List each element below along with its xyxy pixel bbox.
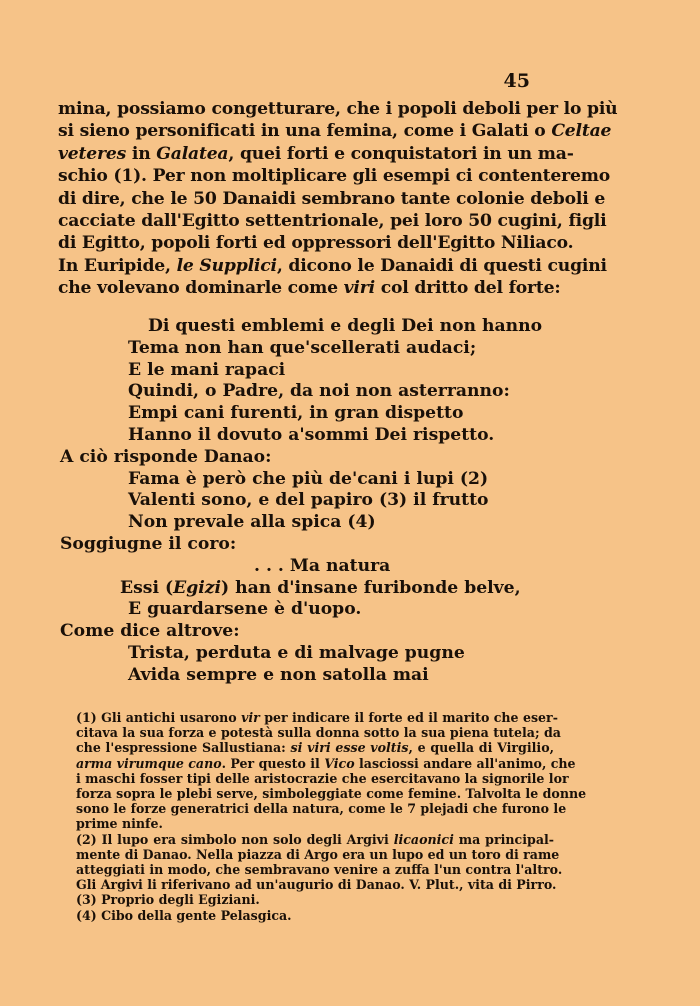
fn1-l3-a: che l'espressione Sallustiana:	[76, 740, 291, 756]
verse-line-7: Fama è però che più de'cani i lupi (2)	[128, 468, 489, 489]
verse-line-11	[58, 578, 558, 600]
verse-line-8: Valenti sono, e del papiro (3) il frutto	[128, 490, 489, 511]
verse-block	[58, 316, 558, 687]
verse-line-13: Trista, perduta e di malvage pugne	[128, 642, 465, 663]
fn2-l1-italic: licaonici	[393, 831, 454, 847]
body-line-3-italic-b: Galatea	[156, 143, 229, 164]
body-line-3-italic-a: veteres	[58, 143, 127, 164]
footnote-1-line-7: sono le forze generatrici della natura, come le 7 plejadi che furono le	[76, 801, 567, 817]
body-line-9-a: che volevano dominarle come	[58, 278, 344, 299]
main-paragraph	[58, 98, 618, 300]
verse-line-11-b: ) han d'insane furibonde belve,	[221, 577, 521, 598]
footnote-2-line-2: mente di Danao. Nella piazza di Argo era un lupo ed un toro di rame	[76, 846, 560, 862]
body-line-9-italic: viri	[343, 278, 375, 299]
footnote-1-line-1	[76, 710, 558, 725]
footnotes	[76, 710, 587, 923]
body-line-9	[58, 277, 561, 299]
footnote-2-line-3: atteggiati in modo, che sembravano venire a zuffa l'un contra l'altro.	[76, 862, 563, 878]
footnote-1-line-4	[76, 755, 576, 771]
reply-line-2: Soggiugne il coro:	[60, 533, 237, 554]
body-line-3-rest: , quei forti e conquistatori in un ma-	[228, 143, 574, 164]
verse-line-2: Tema non han que'scellerati audaci;	[128, 337, 477, 358]
footnote-3: (3) Proprio degli Egiziani.	[76, 892, 260, 908]
reply-line-1: A ciò risponde Danao:	[60, 446, 272, 467]
body-line-2-text: si sieno personificati in una femina, come i Galati o	[58, 121, 552, 142]
body-line-9-rest: col dritto del forte:	[374, 278, 561, 299]
page-number: 45	[503, 70, 530, 92]
fn1-l4-b: lasciossi andare all'animo, che	[354, 755, 576, 771]
body-line-3-mid: in	[126, 143, 157, 164]
body-line-6: cacciate dall'Egitto settentrionale, pei loro 50 cugini, figli	[58, 211, 607, 232]
footnote-1-line-5: i maschi fosser tipi delle aristocrazie che esercitavano la signorile lor	[76, 770, 569, 786]
body-line-3	[58, 143, 574, 165]
body-line-5: di dire, che le 50 Danaidi sembrano tante colonie deboli e	[58, 188, 606, 209]
verse-line-1: Di questi emblemi e degli Dei non hanno	[148, 316, 543, 336]
fn2-l1-b: ma principal-	[453, 831, 554, 847]
body-line-1: mina, possiamo congetturare, che i popoli deboli per lo più	[58, 99, 618, 119]
body-line-4: schio (1). Per non moltiplicare gli esempi ci contenteremo	[58, 166, 610, 187]
fn1-l3-b: , e quella di Virgilio,	[408, 740, 554, 756]
fn1-l3-italic: si viri esse voltis	[290, 740, 409, 756]
fn1-l1-italic: vir	[241, 710, 260, 725]
body-line-2-italic: Celtae	[551, 121, 612, 142]
verse-line-14: Avida sempre e non satolla mai	[128, 664, 429, 685]
footnote-2-line-4: Gli Argivi li riferivano ad un'augurio di Danao. V. Plut., vita di Pirro.	[76, 877, 557, 893]
footnote-2-line-1	[76, 832, 554, 847]
verse-line-6: Hanno il dovuto a'sommi Dei rispetto.	[128, 424, 495, 445]
body-line-8-italic: le Supplici	[176, 255, 277, 276]
body-line-2	[58, 120, 612, 142]
footnote-1-line-6: forza sopra le plebi serve, simboleggiate come femine. Talvolta le donne	[76, 786, 587, 802]
fn1-l4-a: . Per questo il	[221, 755, 325, 771]
fn1-l1-b: per indicare il forte ed il marito che eser-	[259, 710, 558, 725]
fn1-l4-italic-2: Vico	[324, 755, 355, 771]
verse-line-9: Non prevale alla spica (4)	[128, 512, 376, 533]
verse-line-12: E guardarsene è d'uopo.	[128, 599, 362, 620]
footnote-1-line-8: prime ninfe.	[76, 816, 163, 832]
body-line-8-a: In Euripide,	[58, 255, 177, 276]
body-line-7: di Egitto, popoli forti ed oppressori dell'Egitto Niliaco.	[58, 233, 574, 254]
verse-line-11-italic: Egizi	[173, 577, 222, 598]
reply-line-3: Come dice altrove:	[60, 621, 240, 642]
verse-line-5: Empi cani furenti, in gran dispetto	[128, 403, 464, 424]
footnote-1-line-2: citava la sua forza e potestà sulla donna sotto la sua piena tutela; da	[76, 725, 561, 741]
footnote-4: (4) Cibo della gente Pelasgica.	[76, 907, 292, 923]
verse-line-10: . . . Ma natura	[254, 555, 391, 576]
verse-line-11-a: Essi (	[120, 577, 174, 598]
fn2-l1-a: (2) Il lupo era simbolo non solo degli Argivi	[76, 831, 394, 847]
body-line-8	[58, 255, 607, 277]
verse-line-4: Quindi, o Padre, da noi non asterranno:	[128, 381, 510, 402]
body-line-8-rest: , dicono le Danaidi di questi cugini	[276, 255, 607, 276]
fn1-l4-italic: arma virumque cano	[76, 755, 222, 771]
footnote-1-line-3	[76, 740, 554, 755]
verse-line-3: E le mani rapaci	[128, 359, 286, 380]
fn1-l1-a: (1) Gli antichi usarono	[76, 710, 242, 725]
